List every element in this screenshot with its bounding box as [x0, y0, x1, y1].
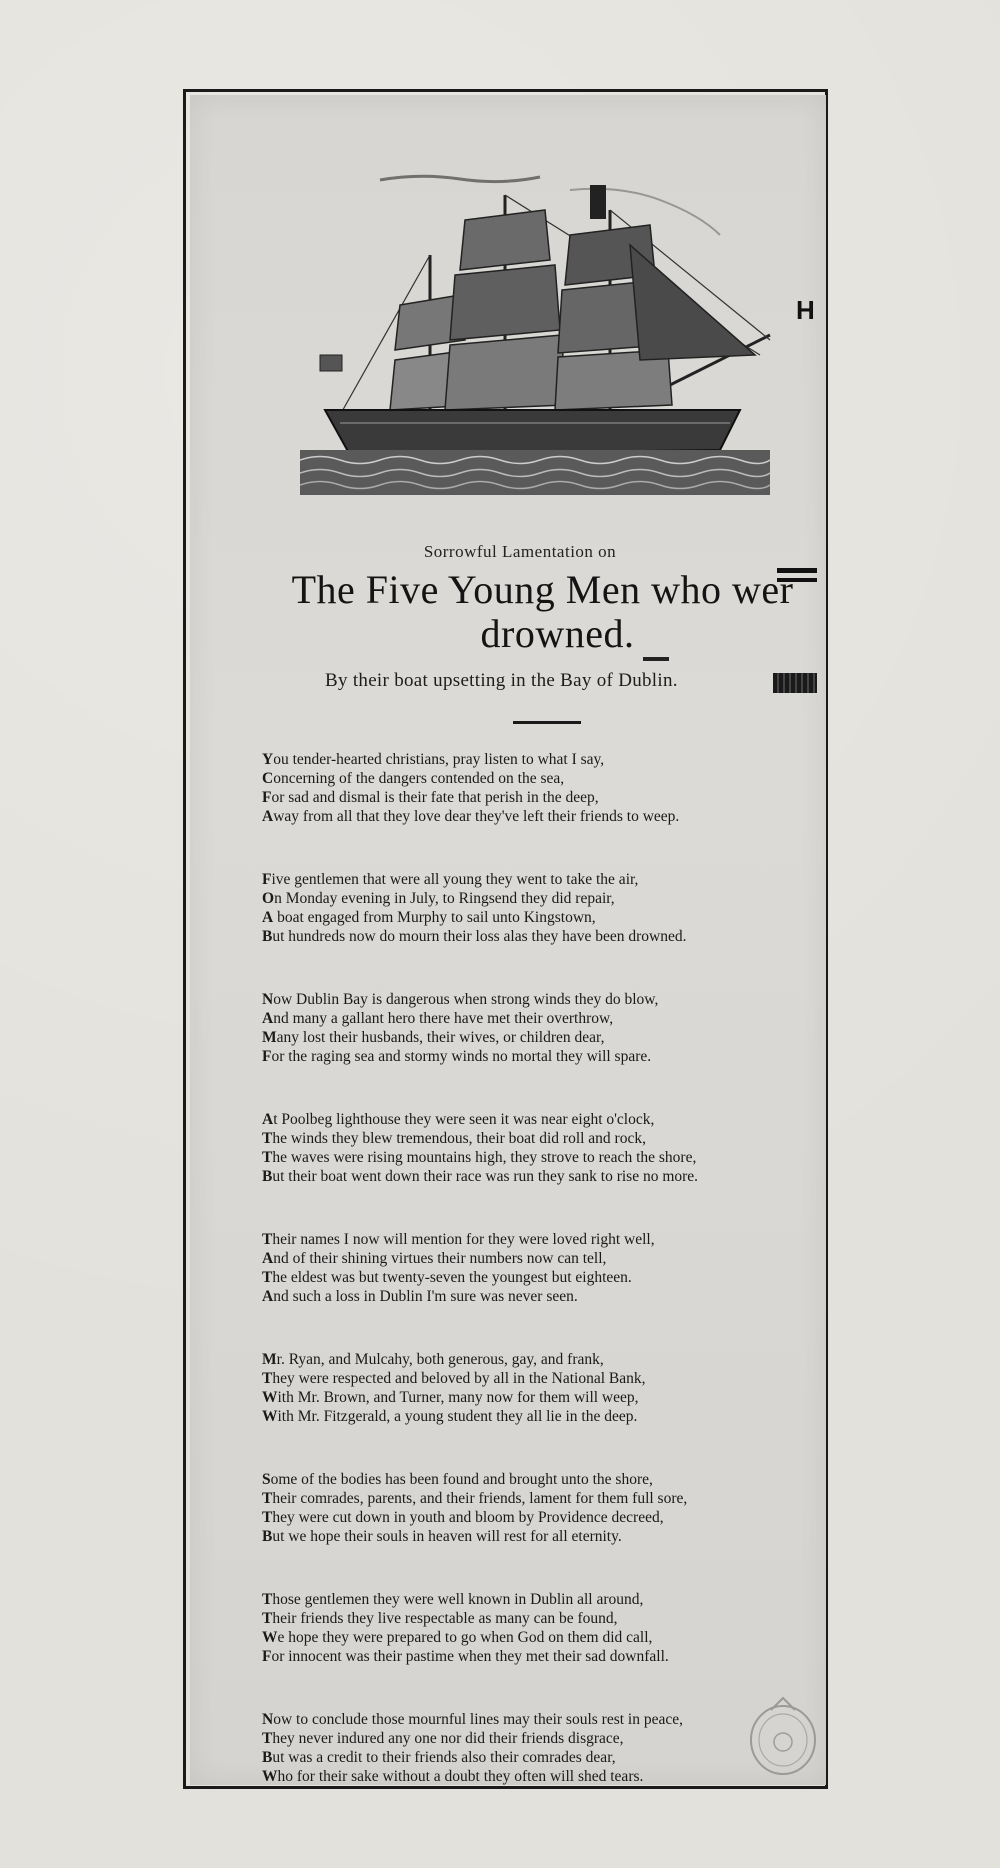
verse-line: Their names I now will mention for they were loved right well,	[262, 1231, 655, 1248]
verse-line: With Mr. Fitzgerald, a young student they all lie in the deep.	[262, 1408, 638, 1425]
verse-1	[262, 750, 822, 826]
ornament-block	[773, 673, 817, 693]
verse-line: Those gentlemen they were well known in Dublin all around,	[262, 1591, 644, 1608]
verse-line: With Mr. Brown, and Turner, many now for them will weep,	[262, 1389, 639, 1406]
verse-line: They were respected and beloved by all in the National Bank,	[262, 1370, 646, 1387]
verse-line: And of their shining virtues their numbers now can tell,	[262, 1250, 607, 1267]
verse-line: But we hope their souls in heaven will rest for all eternity.	[262, 1528, 622, 1545]
verse-line: But was a credit to their friends also their comrades dear,	[262, 1749, 616, 1766]
verse-line: For sad and dismal is their fate that perish in the deep,	[262, 789, 599, 806]
verse-9	[262, 1710, 822, 1786]
verse-line: Now Dublin Bay is dangerous when strong winds they do blow,	[262, 991, 659, 1008]
verse-line: But their boat went down their race was run they sank to rise no more.	[262, 1168, 699, 1185]
verse-line: Mr. Ryan, and Mulcahy, both generous, gay, and frank,	[262, 1351, 604, 1368]
divider-rule	[513, 721, 581, 724]
verse-7	[262, 1470, 822, 1546]
title-line-2: drowned.	[480, 611, 635, 656]
verse-line: Five gentlemen that were all young they went to take the air,	[262, 871, 639, 888]
verse-line: We hope they were prepared to go when God on them did call,	[262, 1629, 653, 1646]
verse-line: Their comrades, parents, and their friends, lament for them full sore,	[262, 1490, 688, 1507]
verse-4	[262, 1110, 822, 1186]
verse-line: Some of the bodies has been found and brought unto the shore,	[262, 1471, 653, 1488]
verse-line: Their friends they live respectable as many can be found,	[262, 1610, 618, 1627]
library-stamp-seal	[745, 1690, 821, 1780]
title-line-1: The Five Young Men who wer	[291, 567, 794, 612]
verse-line: The waves were rising mountains high, they strove to reach the shore,	[262, 1149, 697, 1166]
verse-line: For the raging sea and stormy winds no mortal they will spare.	[262, 1048, 652, 1065]
verse-line: They never indured any one nor did their friends disgrace,	[262, 1730, 624, 1747]
verse-line: They were cut down in youth and bloom by Providence decreed,	[262, 1509, 664, 1526]
verse-line: And many a gallant hero there have met their overthrow,	[262, 1010, 614, 1027]
verse-line: At Poolbeg lighthouse they were seen it was near eight o'clock,	[262, 1111, 655, 1128]
verses	[262, 750, 822, 1786]
verse-2	[262, 870, 822, 946]
verse-6	[262, 1350, 822, 1426]
verse-line: Concerning of the dangers contended on the sea,	[262, 770, 565, 787]
margin-letter: H	[796, 295, 815, 325]
subtitle: By their boat upsetting in the Bay of Dublin.	[325, 670, 678, 691]
verse-line: A boat engaged from Murphy to sail unto Kingstown,	[262, 909, 596, 926]
verse-8	[262, 1590, 822, 1666]
verse-line: Away from all that they love dear they've left their friends to weep.	[262, 808, 680, 825]
verse-line: Many lost their husbands, their wives, or children dear,	[262, 1029, 605, 1046]
verse-line: On Monday evening in July, to Ringsend they did repair,	[262, 890, 615, 907]
verse-line: You tender-hearted christians, pray listen to what I say,	[262, 751, 605, 768]
pre-title: Sorrowful Lamentation on	[423, 542, 617, 561]
verse-line: Now to conclude those mournful lines may their souls rest in peace,	[262, 1711, 683, 1728]
page-title	[255, 568, 830, 656]
ship-woodcut-illustration	[300, 165, 780, 525]
verse-line: The winds they blew tremendous, their boat did roll and rock,	[262, 1130, 646, 1147]
verse-5	[262, 1230, 822, 1306]
verse-3	[262, 990, 822, 1066]
verse-line: But hundreds now do mourn their loss alas they have been drowned.	[262, 928, 687, 945]
verse-line: And such a loss in Dublin I'm sure was never seen.	[262, 1288, 578, 1305]
verse-line: The eldest was but twenty-seven the youngest but eighteen.	[262, 1269, 632, 1286]
ornament-dash	[643, 657, 669, 661]
verse-line: For innocent was their pastime when they met their sad downfall.	[262, 1648, 669, 1665]
verse-line: Who for their sake without a doubt they often will shed tears.	[262, 1768, 644, 1785]
